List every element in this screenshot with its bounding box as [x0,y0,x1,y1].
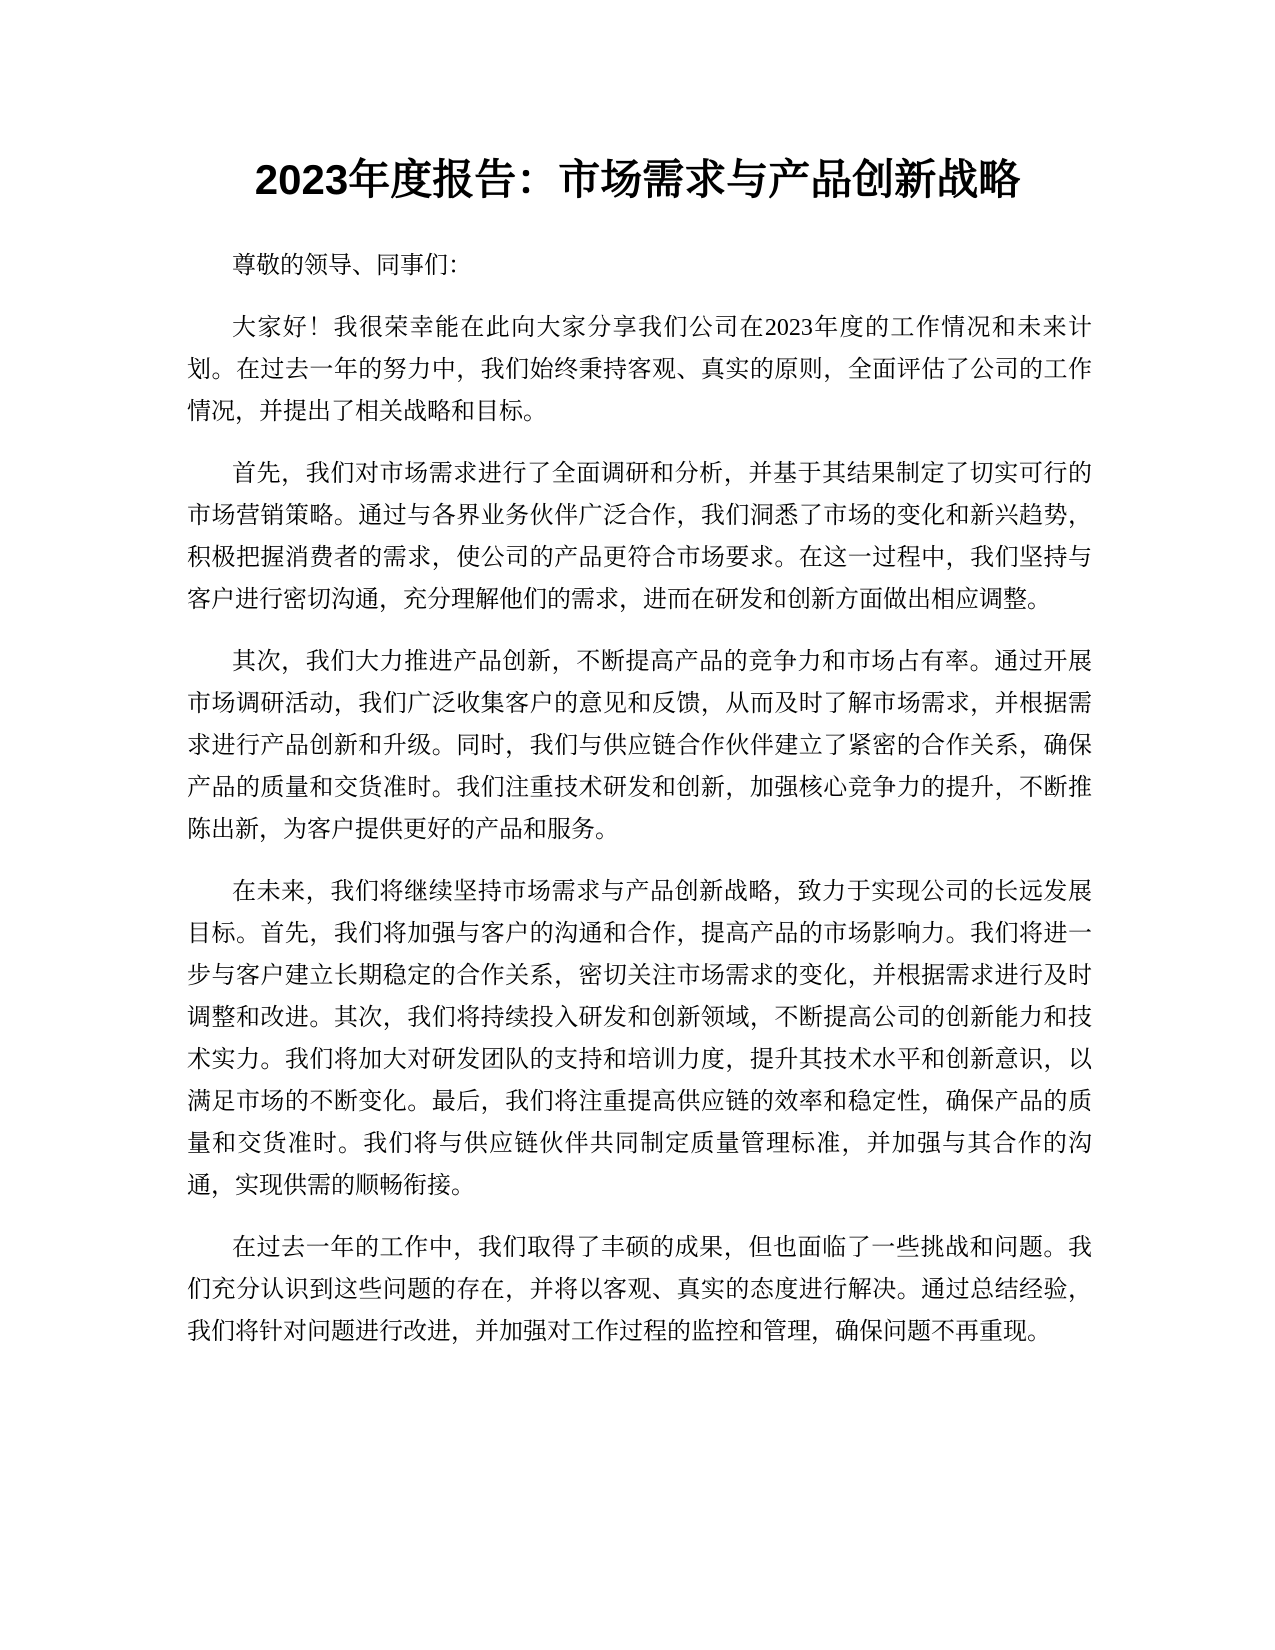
paragraph-market-demand: 首先，我们对市场需求进行了全面调研和分析，并基于其结果制定了切实可行的市场营销策略。通过与各界业务伙伴广泛合作，我们洞悉了市场的变化和新兴趋势，积极把握消费者的需求，使公司的产品更符合市场要求。在这一过程中，我们坚持与客户进行密切沟通，充分理解他们的需求，进而在研发和创新方面做出相应调整。 [187,461,1092,613]
paragraph-intro: 大家好！我很荣幸能在此向大家分享我们公司在2023年度的工作情况和未来计划。在过去一年的努力中，我们始终秉持客观、真实的原则，全面评估了公司的工作情况，并提出了相关战略和目标。 [187,315,1092,425]
greeting-paragraph: 尊敬的领导、同事们： [232,253,472,279]
paragraph-future-plan: 在未来，我们将继续坚持市场需求与产品创新战略，致力于实现公司的长远发展目标。首先，我们将加强与客户的沟通和合作，提高产品的市场影响力。我们将进一步与客户建立长期稳定的合作关系，密切关注市场需求的变化，并根据需求进行及时调整和改进。其次，我们将持续投入研发和创新领域，不断提高公司的创新能力和技术实力。我们将加大对研发团队的支持和培训力度，提升其技术水平和创新意识，以满足市场的不断变化。最后，我们将注重提高供应链的效率和稳定性，确保产品的质量和交货准时。我们将与供应链伙伴共同制定质量管理标准，并加强与其合作的沟通，实现供需的顺畅衔接。 [187,879,1092,1199]
document-title: 2023年度报告：市场需求与产品创新战略 [254,156,1021,203]
paragraph-product-innovation: 其次，我们大力推进产品创新，不断提高产品的竞争力和市场占有率。通过开展市场调研活动，我们广泛收集客户的意见和反馈，从而及时了解市场需求，并根据需求进行产品创新和升级。同时，我们与供应链合作伙伴建立了紧密的合作关系，确保产品的质量和交货准时。我们注重技术研发和创新，加强核心竞争力的提升，不断推陈出新，为客户提供更好的产品和服务。 [187,649,1092,843]
document-body [187,245,1092,1373]
paragraph-challenges: 在过去一年的工作中，我们取得了丰硕的成果，但也面临了一些挑战和问题。我们充分认识到这些问题的存在，并将以客观、真实的态度进行解决。通过总结经验，我们将针对问题进行改进，并加强对工作过程的监控和管理，确保问题不再重现。 [187,1235,1092,1345]
